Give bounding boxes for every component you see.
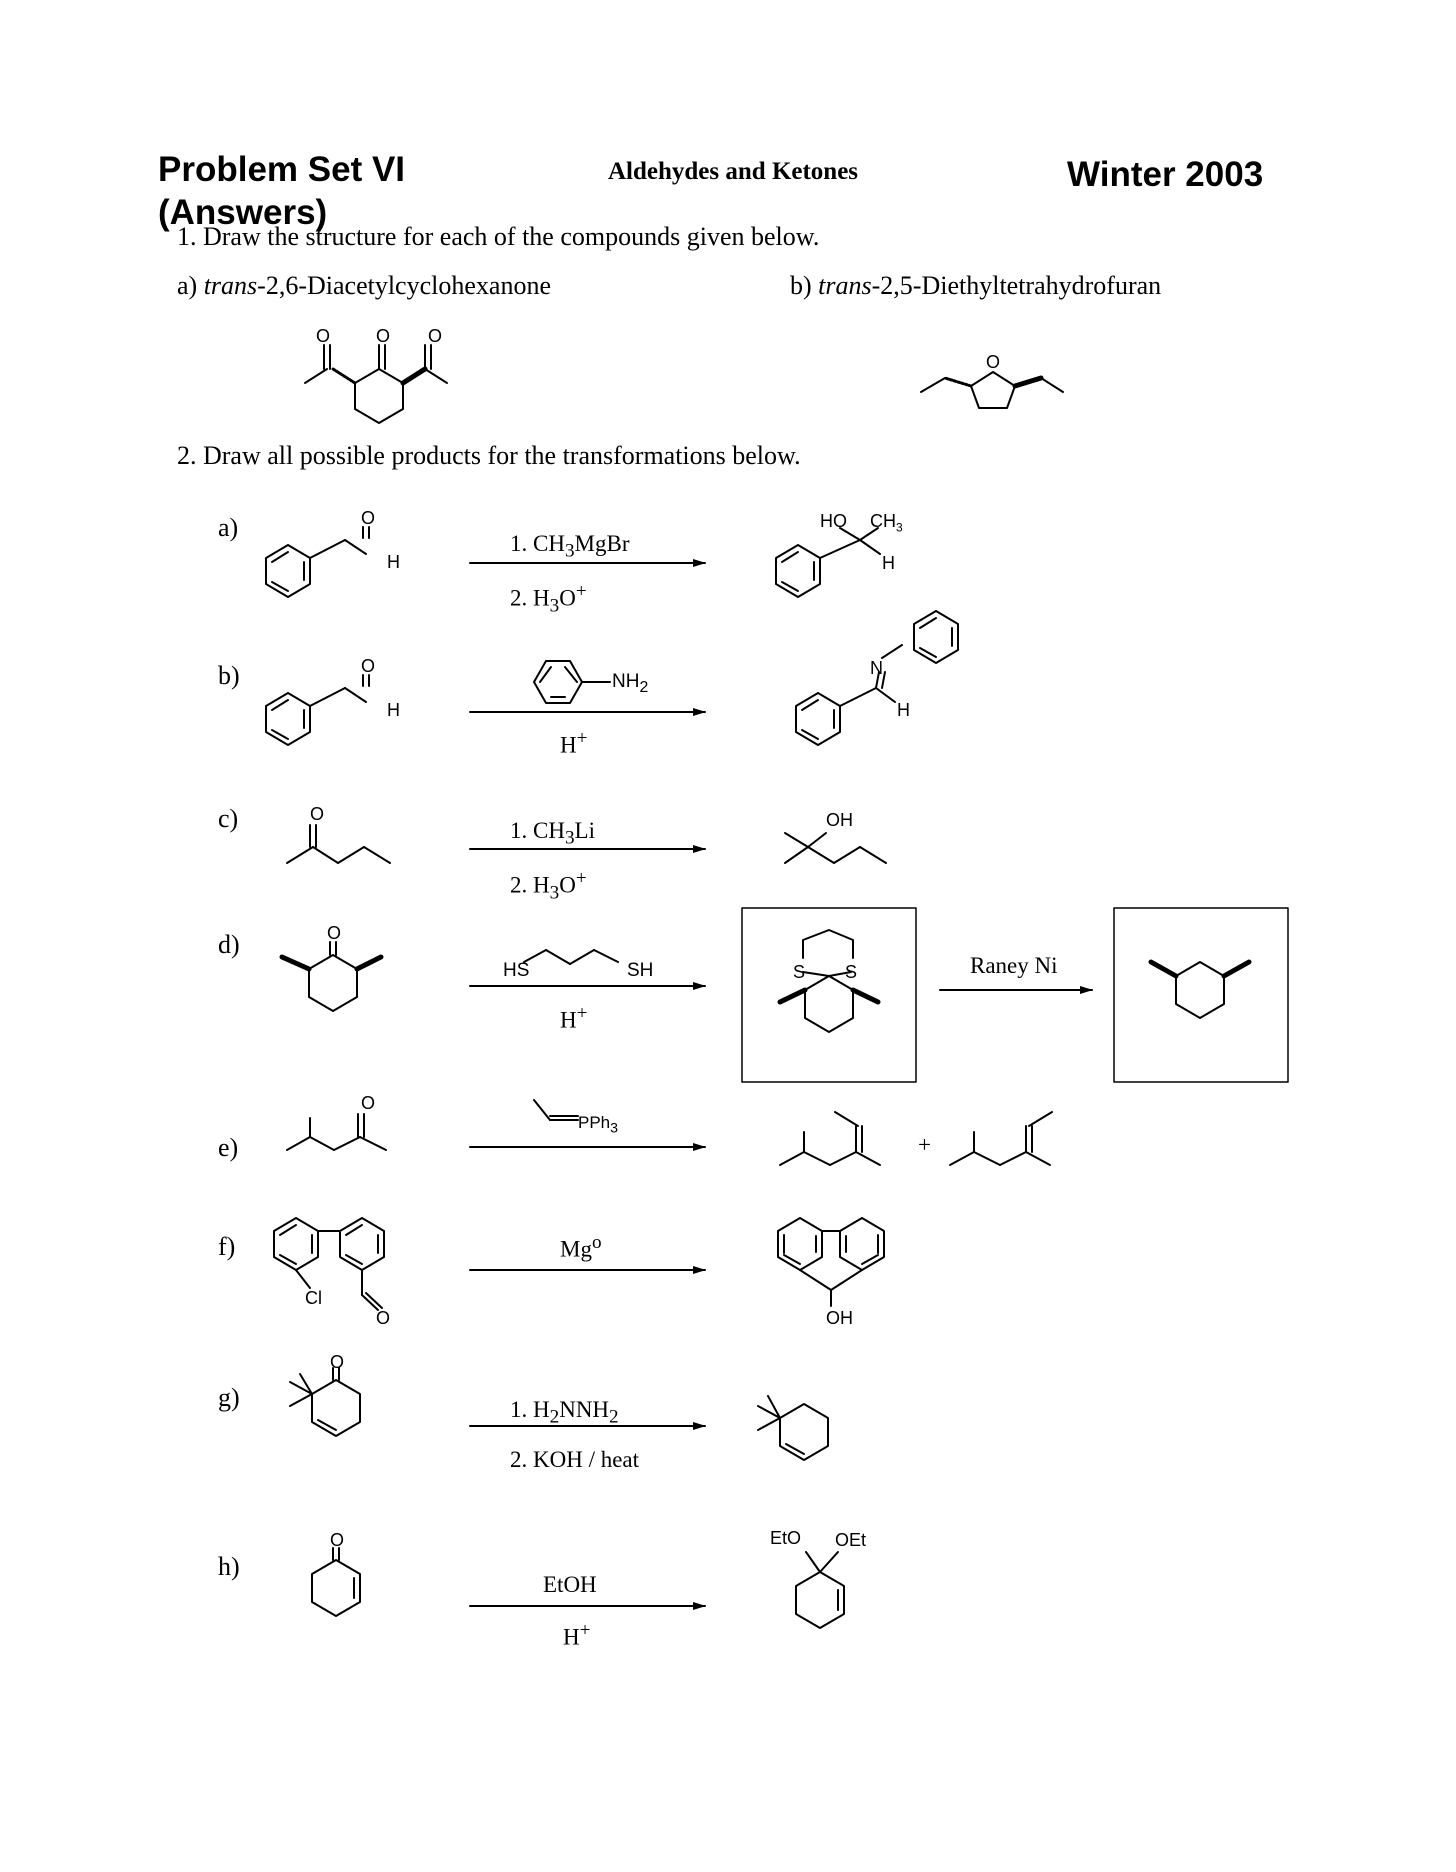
atom-o: O <box>361 508 376 528</box>
structure-cyclohexenone <box>312 1548 360 1616</box>
reagent-d-bottom: H+ <box>560 1003 588 1033</box>
reaction-label-a: a) <box>218 513 239 542</box>
reagent-c-top: 1. $CH_3Li$ <box>510 818 595 849</box>
structure-methylpentanone <box>287 1114 386 1150</box>
reagent-d-sh: SH <box>627 960 654 981</box>
reaction-label-e: e) <box>218 1133 239 1162</box>
atom-o: O <box>310 804 325 824</box>
atom-s: S <box>845 962 858 982</box>
atom-h: H <box>387 552 400 572</box>
structure-diethyltetrahydrofuran <box>921 372 1063 408</box>
structure-imine <box>796 611 958 745</box>
atom-h: H <box>387 700 400 720</box>
question-1a-name: a) trans-2,6-Diacetylcyclohexanone <box>177 271 551 300</box>
reagent-g-top: 1. $H_2NNH_2$ <box>510 1397 619 1428</box>
reaction-label-b: b) <box>218 661 240 690</box>
structure-fluorenol <box>778 1218 884 1306</box>
product-box-dimethylcyclohexane <box>1114 908 1288 1082</box>
structure-benzaldehyde <box>266 675 369 745</box>
structure-dimethylcyclohexanone <box>282 942 381 1011</box>
atom-o: O <box>327 923 342 943</box>
atom-h: H <box>897 700 910 720</box>
structure-benzaldehyde <box>266 527 369 597</box>
atom-s: S <box>793 962 806 982</box>
reagent-g-bottom: 2. KOH / heat <box>510 1447 640 1472</box>
atom-o: O <box>316 326 331 346</box>
question-2-prompt: 2. Draw all possible products for the transformations below. <box>177 441 801 470</box>
atom-h: H <box>882 553 895 573</box>
product-box-dithiane <box>742 908 916 1082</box>
atom-oet: OEt <box>835 1530 867 1550</box>
reagent-h-bottom: H+ <box>563 1620 591 1650</box>
reaction-label-c: c) <box>218 804 239 833</box>
page-title: Problem Set VI <box>158 150 406 189</box>
reagent-d-raney-ni: Raney Ni <box>970 953 1058 978</box>
structure-aniline <box>534 661 610 703</box>
question-1b-name: b) trans-2,5-Diethyltetrahydrofuran <box>790 271 1162 300</box>
term-heading: Winter 2003 <box>1067 155 1264 194</box>
structure-ketal <box>796 1552 844 1628</box>
atom-oh: OH <box>826 810 853 830</box>
structure-diacetylcyclohexanone <box>305 345 447 423</box>
atom-oh: OH <box>826 1308 853 1328</box>
reagent-b-bottom: H+ <box>560 728 588 758</box>
structure-dimethylcyclohexenone <box>290 1368 360 1436</box>
question-1-prompt: 1. Draw the structure for each of the compounds given below. <box>177 222 820 251</box>
reagent-d-hs: HS <box>503 960 530 981</box>
structure-chlorobiphenyl-aldehyde <box>274 1218 384 1310</box>
structure-spirodithiane <box>780 930 878 1032</box>
reagent-b-amine: $NH_2$ <box>612 671 649 696</box>
atom-o: O <box>376 326 391 346</box>
reagent-h-top: EtOH <box>543 1572 597 1597</box>
atom-n: N <box>870 658 883 678</box>
atom-o: O <box>428 326 443 346</box>
atom-o: O <box>986 352 1001 372</box>
structure-dimethylcyclohexane <box>1151 962 1249 1018</box>
structure-ylide <box>534 1100 578 1120</box>
structure-alkene-isomer-2 <box>950 1112 1052 1165</box>
structure-butanone <box>287 825 390 863</box>
atom-o: O <box>361 656 376 676</box>
structure-propanedithiol <box>524 950 618 964</box>
atom-eto: EtO <box>770 1528 802 1548</box>
reagent-a-bottom: 2. $H_3O^+$ <box>510 581 587 617</box>
topic-heading: Aldehydes and Ketones <box>608 158 859 185</box>
reagent-e-ylide: PPh$_3$ <box>578 1113 619 1137</box>
reaction-label-d: d) <box>218 930 240 959</box>
structure-alkene-isomer-1 <box>780 1112 880 1165</box>
atom-o: O <box>330 1352 345 1372</box>
atom-o: O <box>376 1308 391 1328</box>
page-subtitle: (Answers) <box>158 193 328 232</box>
atom-cl: Cl <box>305 1288 322 1308</box>
reaction-label-h: h) <box>218 1552 240 1581</box>
atom-ho: HO <box>820 511 847 531</box>
product-e-plus: + <box>918 1132 931 1157</box>
structure-phenylethanol <box>776 528 880 597</box>
atom-ch3: $CH_3$ <box>870 511 903 535</box>
reagent-f-mg: Mg$^o$ <box>560 1232 602 1262</box>
reagent-c-bottom: 2. $H_3O^+$ <box>510 868 587 904</box>
structure-dimethylcyclohexene <box>758 1396 828 1460</box>
reagent-a-top: 1. $CH_3MgBr$ <box>510 531 630 562</box>
atom-o: O <box>330 1530 345 1550</box>
structure-tertiary-alcohol <box>785 833 886 863</box>
atom-o: O <box>361 1093 376 1113</box>
reaction-label-f: f) <box>218 1232 236 1261</box>
reaction-label-g: g) <box>218 1383 240 1412</box>
